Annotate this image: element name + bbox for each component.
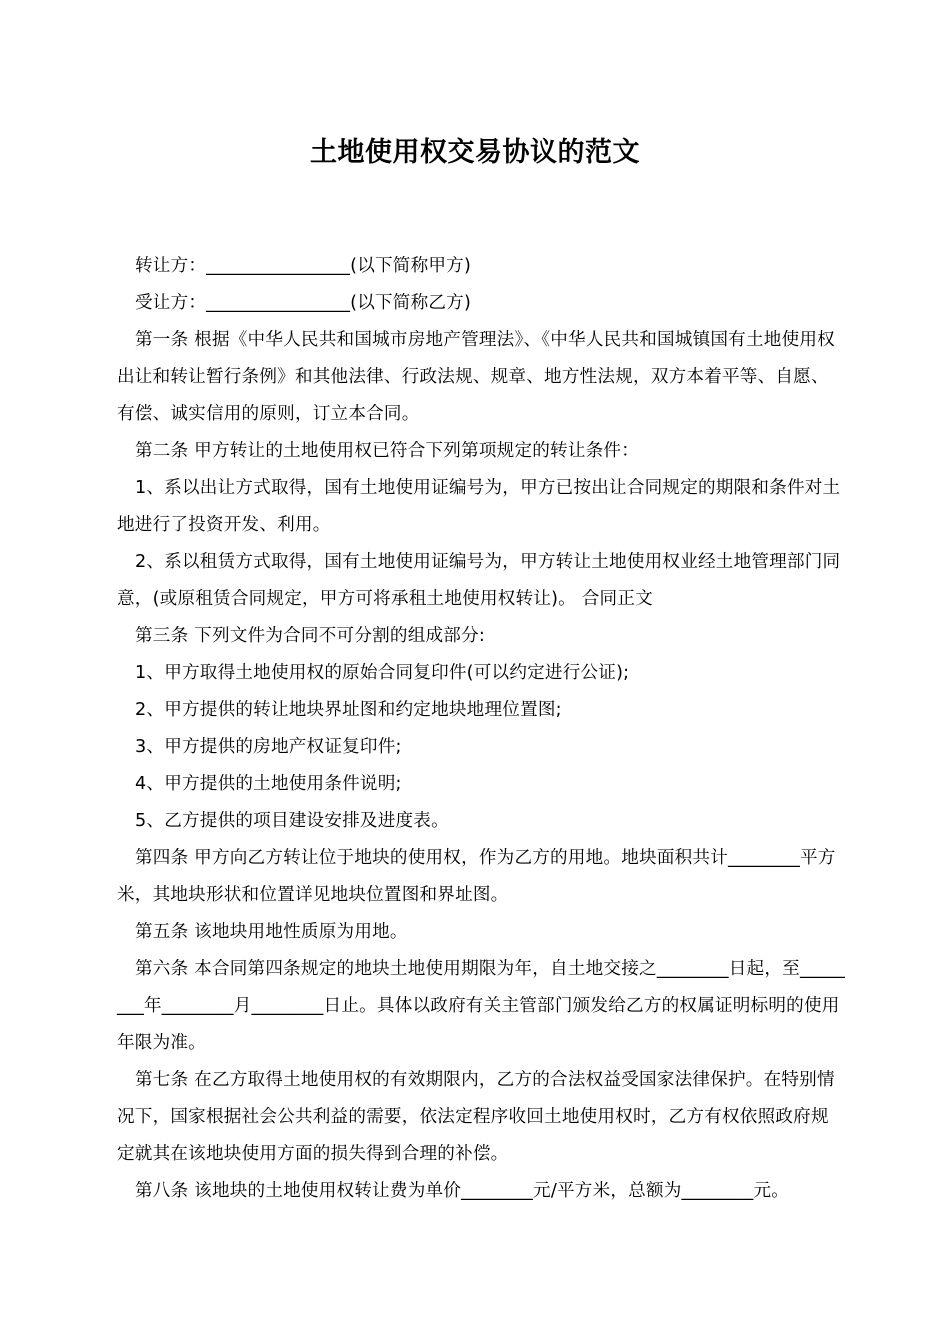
- paragraph-article-3-item-2: 2、甲方提供的转让地块界址图和约定地块地理位置图;: [135, 700, 562, 720]
- paragraph-article-8: 第八条 该地块的土地使用权转让费为单价________元/平方米，总额为________元。: [135, 1181, 790, 1201]
- paragraph-article-3-item-4: 4、甲方提供的土地使用条件说明;: [135, 774, 402, 794]
- paragraph-article-3-item-5: 5、乙方提供的项目建设安排及进度表。: [135, 811, 449, 831]
- paragraph-article-6: 第六条 本合同第四条规定的地块土地使用期限为年，自土地交接之________日起，至________年________月________日止。具体以政府有关主管部门颁发给乙方的权属证明标明的使用年限为准。: [117, 959, 845, 1053]
- paragraph-article-2-item-2: 2、系以租赁方式取得，国有土地使用证编号为，甲方转让土地使用权业经土地管理部门同意，(或原租赁合同规定，甲方可将承租土地使用权转让)。 合同正文: [117, 552, 841, 609]
- paragraph-article-2: 第二条 甲方转让的土地使用权已符合下列第项规定的转让条件：: [135, 441, 640, 461]
- paragraph-article-7: 第七条 在乙方取得土地使用权的有效期限内，乙方的合法权益受国家法律保护。在特别情况下，国家根据社会公共利益的需要，依法定程序收回土地使用权时，乙方有权依照政府规定就其在该地块使用方面的损失得到合理的补偿。: [117, 1070, 835, 1164]
- paragraph-article-3: 第三条 下列文件为合同不可分割的组成部分:: [135, 626, 486, 646]
- document-body: [117, 248, 845, 1210]
- paragraph-article-1: 第一条 根据《中华人民共和国城市房地产管理法》、《中华人民共和国城镇国有土地使用权出让和转让暂行条例》和其他法律、行政法规、规章、地方性法规，双方本着平等、自愿、有偿、诚实信用的原则，订立本合同。: [117, 330, 835, 424]
- paragraph-article-3-item-1: 1、甲方取得土地使用权的原始合同复印件(可以约定进行公证);: [135, 663, 630, 683]
- paragraph-article-4: 第四条 甲方向乙方转让位于地块的使用权，作为乙方的用地。地块面积共计________平方米，其地块形状和位置详见地块位置图和界址图。: [117, 848, 836, 905]
- paragraph-transferor: 转让方：________________(以下简称甲方): [135, 256, 472, 276]
- document-title: 土地使用权交易协议的范文: [310, 137, 640, 168]
- paragraph-transferee: 受让方：________________(以下简称乙方): [135, 293, 472, 313]
- paragraph-article-3-item-3: 3、甲方提供的房地产权证复印件;: [135, 737, 402, 757]
- paragraph-article-5: 第五条 该地块用地性质原为用地。: [135, 922, 408, 942]
- paragraph-article-2-item-1: 1、系以出让方式取得，国有土地使用证编号为，甲方已按出让合同规定的期限和条件对土地进行了投资开发、利用。: [117, 478, 841, 535]
